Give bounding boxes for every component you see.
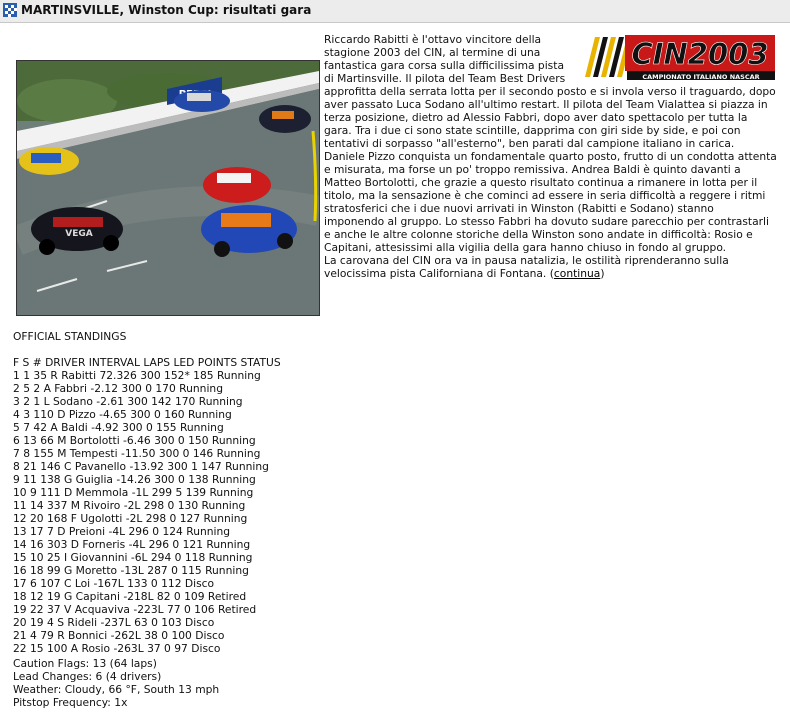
- continue-link[interactable]: continua: [553, 267, 601, 280]
- standings-row: 21 4 79 R Bonnici -262L 38 0 100 Disco: [13, 629, 225, 642]
- standings-row: 19 22 37 V Acquaviva -223L 77 0 106 Retired: [13, 603, 257, 616]
- checkered-flag-icon: [3, 3, 17, 17]
- logo-subtext: CAMPIONATO ITALIANO NASCAR: [642, 73, 760, 81]
- standings-row: 18 12 19 G Capitani -218L 82 0 109 Retired: [13, 590, 247, 603]
- standings-columns: F S # DRIVER INTERVAL LAPS LED POINTS STATUS: [13, 356, 281, 369]
- pitstop-frequency: Pitstop Frequency: 1x: [13, 696, 128, 709]
- article-paragraph: Riccardo Rabitti è l'ottavo vincitore della stagione 2003 del CIN, al termine di una fantastica gara corsa sulla difficilissima pista di Martinsville. Il pilota del Team Best Drivers approfitta della serrata lotta per il secondo posto e si invola verso il traguardo, dopo aver passato Luca Sodano all'ultimo restart. Il pilota del Team Vialattea si piazza in terza posizione, dietro ad Alessio Fabbri, dopo aver dato spettacolo per tutta la gara. Tra i due ci sono state scintille, dapprima con giri side by side, e poi con tentativi di sorpasso "all'esterno", ben parati dal campione italiano in carica. Daniele Pizzo conquista un fondamentale quarto posto, frutto di un condotta attenta e misurata, ma forse un po' troppo remissiva. Andrea Baldi è quinto davanti a Matteo Bortolotti, che grazie a questo risultato continua a rimanere in lotta per il titolo, ma la sensazione è che cominci ad essere in seria difficoltà a reggere i ritmi stratosferici che i due nuovi arrivati in Winston (Rabitti e Sodano) stanno imponendo al gruppo. Lo stesso Fabbri ha dovuto sudare parecchio per contrastarli e anche le altre colonne storiche della Winston sono andate in difficoltà: Rosio e Capitani, attesissimi alla vigilia della gara hanno chiuso in fondo al gruppo.: [324, 33, 777, 254]
- page-title: MARTINSVILLE, Winston Cup: risultati gara: [21, 3, 312, 17]
- standings-rows: [13, 369, 777, 655]
- standings-row: 14 16 303 D Forneris -4L 296 0 121 Running: [13, 538, 251, 551]
- standings-row: 22 15 100 A Rosio -263L 37 0 97 Disco: [13, 642, 221, 655]
- standings-row: 9 11 138 G Guiglia -14.26 300 0 138 Running: [13, 473, 256, 486]
- article-paragraph-closing: La carovana del CIN ora va in pausa natalizia, le ostilità riprenderanno sulla velocissima pista Californiana di Fontana. (continua): [324, 254, 729, 280]
- page-header: [0, 0, 790, 23]
- cin2003-logo: [581, 33, 777, 81]
- caution-flags: Caution Flags: 13 (64 laps): [13, 657, 157, 670]
- logo-text: CIN2003: [631, 37, 769, 71]
- standings-heading: OFFICIAL STANDINGS: [13, 330, 127, 343]
- standings-row: 13 17 7 D Preioni -4L 296 0 124 Running: [13, 525, 231, 538]
- car-vega-label: VEGA: [65, 229, 93, 239]
- standings-row: 10 9 111 D Memmola -1L 299 5 139 Running: [13, 486, 254, 499]
- standings-row: 15 10 25 I Giovannini -6L 294 0 118 Running: [13, 551, 253, 564]
- standings-row: 7 8 155 M Tempesti -11.50 300 0 146 Running: [13, 447, 261, 460]
- race-photo: [16, 60, 320, 316]
- standings-row: 3 2 1 L Sodano -2.61 300 142 170 Running: [13, 395, 243, 408]
- standings-row: 2 5 2 A Fabbri -2.12 300 0 170 Running: [13, 382, 223, 395]
- weather: Weather: Cloudy, 66 °F, South 13 mph: [13, 683, 220, 696]
- lead-changes: Lead Changes: 6 (4 drivers): [13, 670, 162, 683]
- standings-row: 8 21 146 C Pavanello -13.92 300 1 147 Running: [13, 460, 269, 473]
- standings-row: 5 7 42 A Baldi -4.92 300 0 155 Running: [13, 421, 224, 434]
- official-standings: [13, 330, 777, 655]
- standings-row: 4 3 110 D Pizzo -4.65 300 0 160 Running: [13, 408, 232, 421]
- standings-row: 12 20 168 F Ugolotti -2L 298 0 127 Running: [13, 512, 248, 525]
- race-stats: [13, 657, 219, 709]
- standings-row: 17 6 107 C Loi -167L 133 0 112 Disco: [13, 577, 215, 590]
- standings-row: 6 13 66 M Bortolotti -6.46 300 0 150 Running: [13, 434, 256, 447]
- standings-row: 1 1 35 R Rabitti 72.326 300 152* 185 Running: [13, 369, 261, 382]
- standings-row: 20 19 4 S Rideli -237L 63 0 103 Disco: [13, 616, 215, 629]
- standings-row: 16 18 99 G Moretto -13L 287 0 115 Running: [13, 564, 249, 577]
- standings-row: 11 14 337 M Rivoiro -2L 298 0 130 Running: [13, 499, 246, 512]
- article-content: [13, 33, 777, 655]
